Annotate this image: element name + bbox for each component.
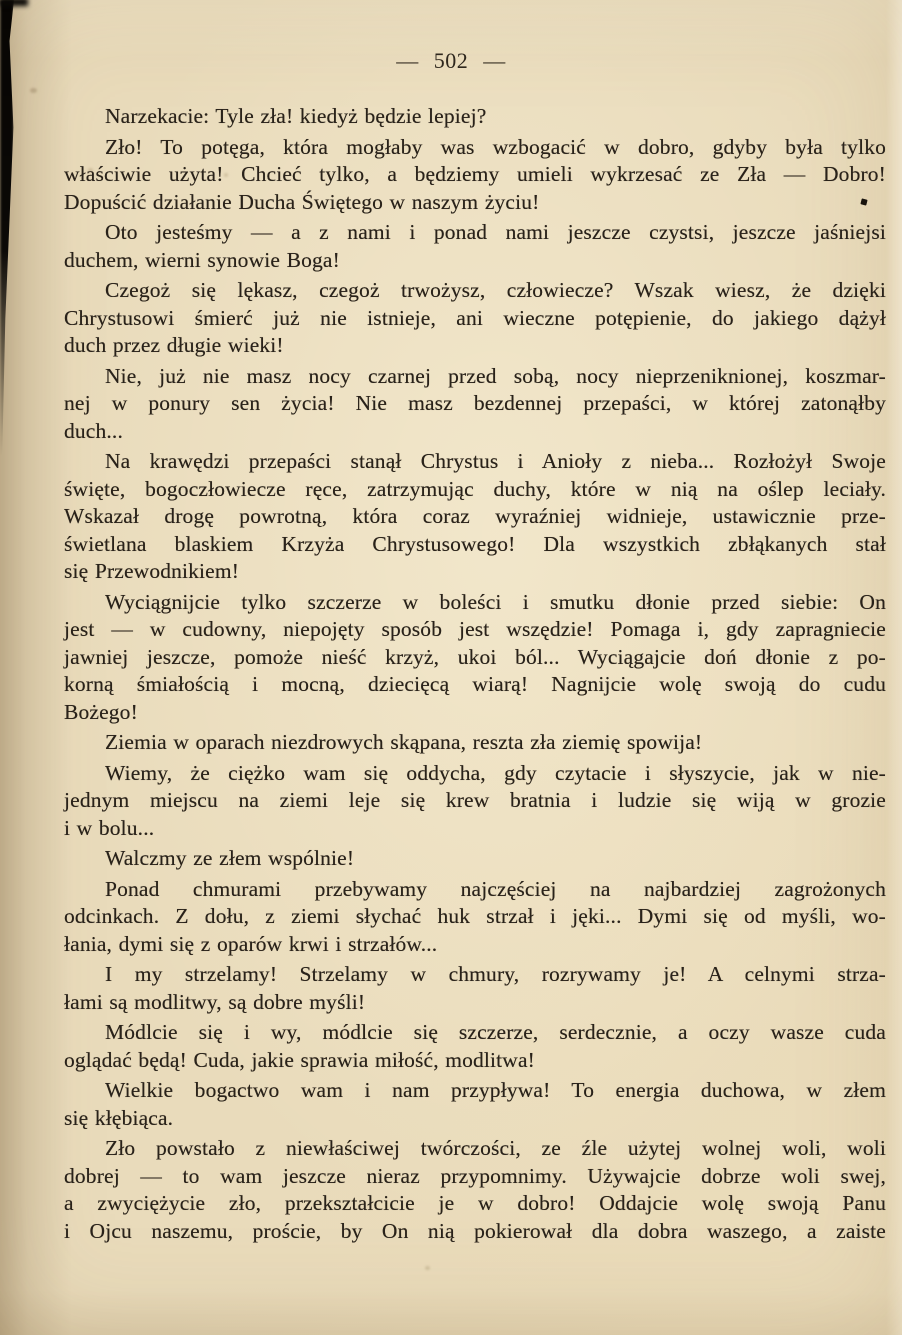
paper-spot xyxy=(30,88,37,93)
text-line: Czegoż się lękasz, czegoż trwożysz, człowiecze? Wszak wiesz, że dzięki xyxy=(105,278,886,302)
text-line: Ponad chmurami przebywamy najczęściej na najbardziej zagrożonych xyxy=(105,876,886,901)
text-line: Walczmy ze złem wspólnie! xyxy=(105,846,355,870)
text-line: a zwyciężycie zło, przekształcicie je w dobro! Oddajcie wolę swoją Panu xyxy=(64,1191,886,1215)
text-line: łania, dymi się z oparów krwi i strzałów... xyxy=(64,931,438,956)
paragraph xyxy=(64,1077,886,1132)
text-line: Zło powstało z niewłaściwej twórczości, ze źle użytej wolnej woli, woli xyxy=(105,1136,886,1160)
paragraph xyxy=(64,589,886,727)
paragraph xyxy=(64,277,886,360)
text-line: jest — w cudowny, niepojęty sposób jest wszędzie! Pomaga i, gdy zapragniecie xyxy=(64,617,886,641)
text-line: Wiemy, że ciężko wam się oddycha, gdy czytacie i słyszycie, jak w nie- xyxy=(105,760,886,785)
text-line: Narzekacie: Tyle zła! kiedyż będzie lepiej? xyxy=(105,104,487,128)
text-line: Oto jesteśmy — a z nami i ponad nami jeszcze czystsi, jeszcze jaśniejsi xyxy=(105,220,886,244)
paragraph xyxy=(64,1019,886,1074)
text-line: nej w ponury sen życia! Nie masz bezdennej przepaści, w której zatonąłby xyxy=(64,391,886,415)
page-number: 502 xyxy=(433,48,469,73)
paragraph xyxy=(64,134,886,217)
paragraph xyxy=(64,448,886,586)
text-line: Dopuścić działanie Ducha Świętego w naszym życiu! xyxy=(64,189,540,214)
text-line: duchem, wierni synowie Boga! xyxy=(64,247,340,272)
paper-spot xyxy=(425,1266,430,1270)
scan-edge-sliver xyxy=(0,0,28,6)
paragraph xyxy=(64,363,886,446)
text-line: Nie, już nie masz nocy czarnej przed sobą, nocy nieprzeniknionej, koszmar- xyxy=(105,363,886,388)
text-line: Na krawędzi przepaści stanął Chrystus i Anioły z nieba... Rozłożył Swoje xyxy=(105,449,886,473)
text-line: oglądać będą! Cuda, jakie sprawia miłość, modlitwa! xyxy=(64,1047,535,1072)
paragraph xyxy=(64,103,886,131)
text-line: właściwie użyta! Chcieć tylko, a będziemy umieli wykrzesać ze Zła — Dobro! xyxy=(64,162,886,186)
text-line: korną śmiałością i mocną, dziecięcą wiarą! Nagnijcie wolę swoją do cudu xyxy=(64,672,886,696)
text-line: Bożego! xyxy=(64,699,138,724)
text-line: odcinkach. Z dołu, z ziemi słychać huk strzał i jęki... Dymi się od myśli, wo- xyxy=(64,904,886,928)
text-line: się Przewodnikiem! xyxy=(64,559,240,583)
text-line: jednym miejscu na ziemi leje się krew bratnia i ludzie się wiją w grozie xyxy=(64,788,886,812)
text-line: się kłębiąca. xyxy=(64,1105,174,1130)
paragraph xyxy=(64,760,886,843)
text-line: święte, bogoczłowiecze ręce, zatrzymując duchy, które w nią na oślep leciały. xyxy=(64,476,886,501)
text-line: Chrystusowi śmierć już nie istnieje, ani wieczne potępienie, do jakiego dążył xyxy=(64,305,886,330)
paragraph xyxy=(64,219,886,274)
header-dash-right: — xyxy=(483,48,506,73)
paragraph xyxy=(64,845,886,873)
text-line: Wielkie bogactwo wam i nam przypływa! To energia duchowa, w złem xyxy=(105,1078,886,1102)
paragraph xyxy=(64,961,886,1016)
text-line: jawniej jeszcze, pomoże nieść krzyż, ukoi ból... Wyciągajcie doń dłonie z po- xyxy=(64,644,886,669)
page-text xyxy=(64,103,886,1245)
text-line: Wyciągnijcie tylko szczerze w boleści i smutku dłonie przed siebie: On xyxy=(105,589,886,614)
page-header xyxy=(0,48,902,74)
paragraph xyxy=(64,1135,886,1245)
text-line: dobrej — to wam jeszcze nieraz przypomnimy. Używajcie dobrze woli swej, xyxy=(64,1163,886,1188)
text-line: I my strzelamy! Strzelamy w chmury, rozrywamy je! A celnymi strza- xyxy=(105,962,886,986)
text-line: łami są modlitwy, są dobre myśli! xyxy=(64,989,366,1014)
text-line: Wskazał drogę powrotną, która coraz wyraźniej widnieje, ustawicznie prze- xyxy=(64,504,886,528)
text-line: Módlcie się i wy, módlcie się szczerze, serdecznie, a oczy wasze cuda xyxy=(105,1020,886,1044)
text-line: duch przez długie wieki! xyxy=(64,333,284,357)
text-line: i Ojcu naszemu, proście, by On nią pokierował dla dobra waszego, a zaiste xyxy=(64,1218,886,1243)
text-line: Zło! To potęga, która mogłaby was wzbogacić w dobro, gdyby była tylko xyxy=(105,134,886,159)
text-line: świetlana blaskiem Krzyża Chrystusowego! Dla wszystkich zbłąkanych stał xyxy=(64,531,886,556)
text-line: duch... xyxy=(64,418,123,443)
text-line: Ziemia w oparach niezdrowych skąpana, reszta zła ziemię spowija! xyxy=(105,730,703,754)
header-dash-left: — xyxy=(396,48,419,73)
paragraph xyxy=(64,876,886,959)
text-line: i w bolu... xyxy=(64,815,155,840)
paragraph xyxy=(64,729,886,757)
paper-spot xyxy=(224,173,228,177)
paper-spot xyxy=(88,168,93,172)
